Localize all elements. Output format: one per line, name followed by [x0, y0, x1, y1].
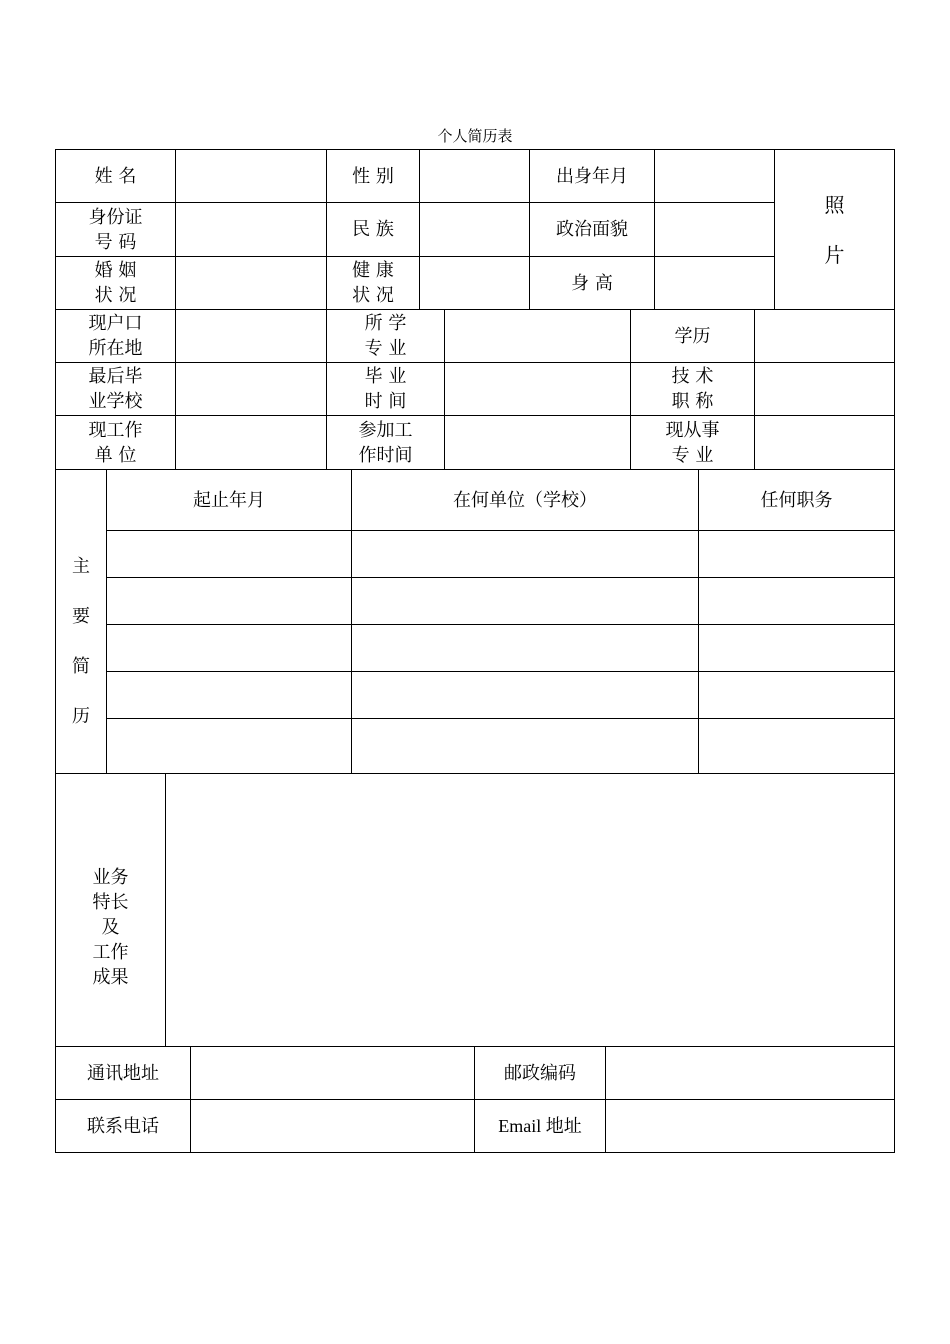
hukou-label: 现户口 所在地 [88, 313, 143, 359]
health-label: 健 康 状 况 [352, 260, 394, 306]
ethnicity-label: 民 族 [352, 219, 394, 240]
gender-field[interactable] [420, 150, 529, 202]
employer-field[interactable] [176, 416, 326, 469]
name-field[interactable] [176, 150, 326, 202]
resume-cell-period[interactable] [107, 531, 351, 577]
work-start-field[interactable] [445, 416, 630, 469]
resume-cell-period[interactable] [107, 719, 351, 773]
hukou-field[interactable] [176, 310, 326, 362]
resume-header-position: 任何职务 [760, 489, 833, 511]
id-label: 身份证 号 码 [88, 206, 143, 253]
major-field[interactable] [445, 310, 630, 362]
school-label: 最后毕 业学校 [88, 366, 143, 412]
resume-cell-organization[interactable] [352, 672, 698, 718]
education-label: 学历 [674, 325, 711, 347]
skills-field[interactable] [166, 774, 894, 1046]
resume-cell-position[interactable] [699, 625, 894, 671]
tech-title-field[interactable] [755, 363, 894, 415]
name-label: 姓 名 [94, 165, 137, 187]
resume-header-period: 起止年月 [193, 489, 265, 511]
email-field[interactable] [606, 1100, 894, 1152]
birth-field[interactable] [655, 150, 774, 202]
major-label: 所 学 专 业 [364, 313, 407, 359]
gender-label: 性 别 [352, 165, 394, 187]
resume-cell-organization[interactable] [352, 531, 698, 577]
ethnicity-field[interactable] [420, 203, 529, 256]
employer-label: 现工作 单 位 [88, 419, 143, 466]
email-label: Email 地址 [498, 1115, 582, 1136]
resume-cell-position[interactable] [699, 578, 894, 624]
resume-cell-position[interactable] [699, 719, 894, 773]
skills-label: 业务 特长 及 工作 成果 [92, 867, 129, 988]
resume-cell-organization[interactable] [352, 625, 698, 671]
resume-header-organization: 在何单位（学校） [453, 489, 597, 511]
resume-cell-period[interactable] [107, 625, 351, 671]
field-field[interactable] [755, 416, 894, 469]
form-title: 个人简历表 [437, 127, 513, 145]
postcode-field[interactable] [606, 1047, 894, 1099]
resume-cell-position[interactable] [699, 531, 894, 577]
marital-label: 婚 姻 状 况 [94, 260, 137, 306]
grad-time-field[interactable] [445, 363, 630, 415]
table-border-right [894, 149, 895, 1153]
marital-field[interactable] [176, 257, 326, 309]
resume-cell-organization[interactable] [352, 578, 698, 624]
tech-title-label: 技 术 职 称 [671, 366, 714, 412]
photo-box[interactable]: 照 片 [824, 192, 845, 267]
resume-cell-period[interactable] [107, 578, 351, 624]
health-field[interactable] [420, 257, 529, 309]
work-start-label: 参加工 作时间 [358, 419, 413, 466]
postcode-label: 邮政编码 [504, 1062, 576, 1084]
height-label: 身 高 [571, 272, 613, 294]
resume-cell-organization[interactable] [352, 719, 698, 773]
field-label: 现从事 专 业 [665, 419, 720, 466]
resume-cell-period[interactable] [107, 672, 351, 718]
grad-time-label: 毕 业 时 间 [364, 366, 407, 412]
birth-label: 出身年月 [556, 165, 628, 187]
height-field[interactable] [655, 257, 774, 309]
address-label: 通讯地址 [87, 1062, 159, 1084]
resume-cell-position[interactable] [699, 672, 894, 718]
table-border-bottom [55, 1152, 895, 1153]
id-field[interactable] [176, 203, 326, 256]
politics-field[interactable] [655, 203, 774, 256]
resume-side-label: 主 要 简 历 [72, 555, 90, 727]
phone-field[interactable] [191, 1100, 474, 1152]
politics-label: 政治面貌 [556, 219, 628, 240]
school-field[interactable] [176, 363, 326, 415]
phone-label: 联系电话 [87, 1115, 159, 1137]
education-field[interactable] [755, 310, 894, 362]
address-field[interactable] [191, 1047, 474, 1099]
